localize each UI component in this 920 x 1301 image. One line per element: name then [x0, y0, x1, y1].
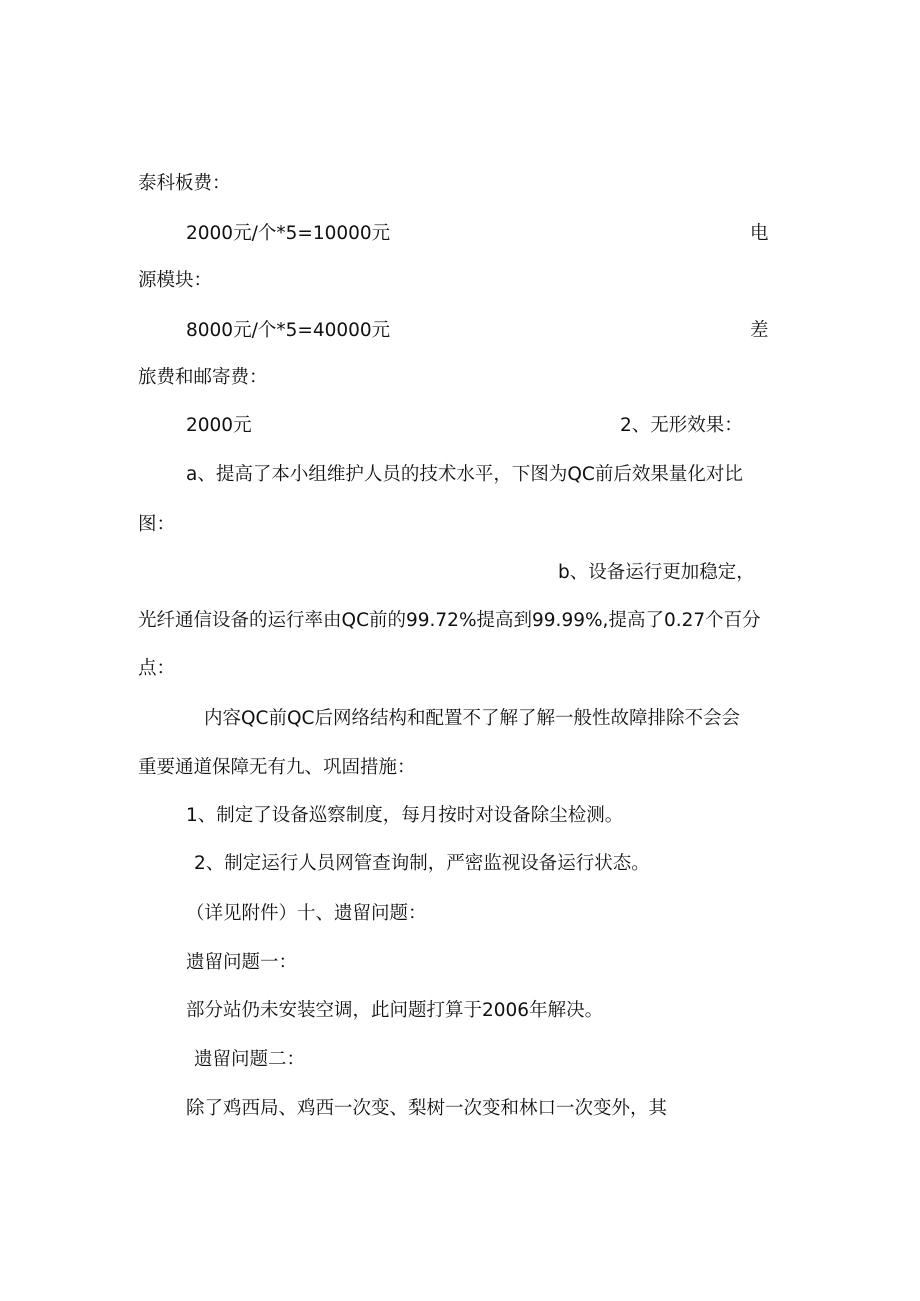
line-measure-2: 2、制定运行人员网管查询制，严密监视设备运行状态。 [194, 853, 650, 874]
line-travel-cost: 2000元 [186, 415, 252, 436]
line-issue-2-heading: 遗留问题二： [194, 1049, 306, 1070]
line-issue-1-text: 部分站仍未安装空调，此问题打算于2006年解决。 [186, 1000, 604, 1021]
line-issue-1-heading: 遗留问题一： [186, 952, 298, 973]
line-stability-heading: b、设备运行更加稳定， [558, 562, 755, 583]
line-figure-label: 图： [138, 514, 176, 535]
line-remaining-issues-heading: （详见附件）十、遗留问题： [186, 903, 427, 924]
line-uptime-improvement: 光纤通信设备的运行率由QC前的99.72%提高到99.99%,提高了0.27个百分 [138, 610, 761, 631]
line-power-fragment: 电 [750, 223, 769, 244]
line-percent-point: 点： [138, 658, 176, 679]
line-travel-postage: 旅费和邮寄费： [138, 367, 268, 388]
line-module-cost-calc: 8000元/个*5=40000元 [186, 320, 391, 341]
line-measure-1: 1、制定了设备巡察制度，每月按时对设备除尘检测。 [186, 805, 624, 826]
line-power-module: 源模块： [138, 270, 213, 291]
line-skill-improvement: a、提高了本小组维护人员的技术水平，下图为QC前后效果量化对比 [186, 464, 743, 485]
line-taike-board-cost: 泰科板费： [138, 173, 231, 194]
line-travel-fragment: 差 [750, 320, 769, 341]
line-issue-2-text: 除了鸡西局、鸡西一次变、梨树一次变和林口一次变外，其 [186, 1098, 668, 1119]
line-board-cost-calc: 2000元/个*5=10000元 [186, 223, 391, 244]
line-consolidation-heading: 重要通道保障无有九、巩固措施： [138, 757, 416, 778]
line-comparison-table-text: 内容QC前QC后网络结构和配置不了解了解一般性故障排除不会会 [204, 708, 740, 729]
line-intangible-effect-heading: 2、无形效果： [620, 415, 743, 436]
